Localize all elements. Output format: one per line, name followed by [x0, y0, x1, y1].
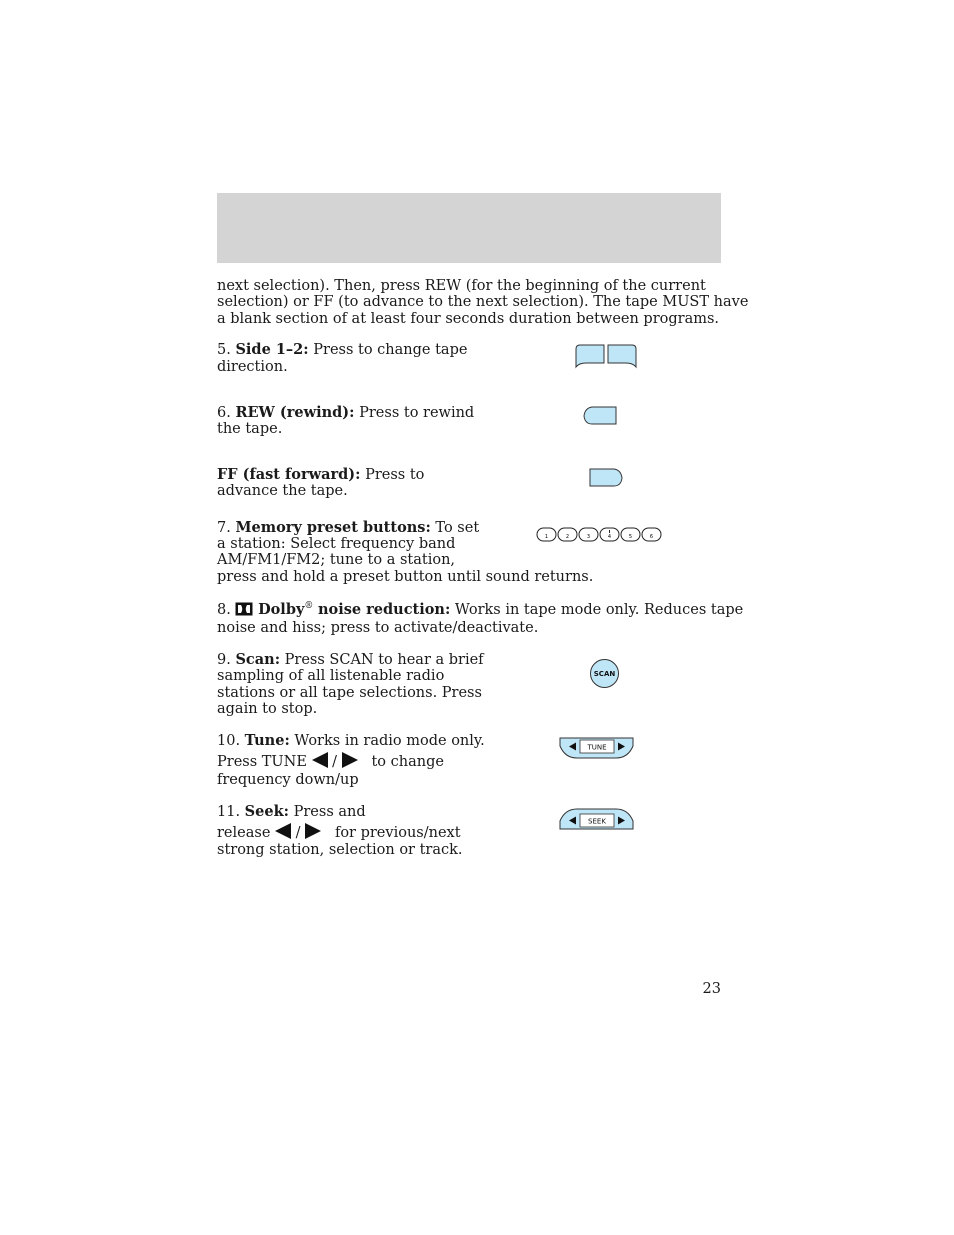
preset-6-label: 6: [649, 534, 654, 540]
left-arrow-icon: [312, 752, 328, 768]
item-tune-line-2: Press TUNE / to change: [217, 754, 444, 770]
scan-label: SCAN: [593, 670, 616, 678]
item-seek-line-2: release / for previous/next: [217, 825, 461, 841]
item-rew-line-1: 6. REW (rewind): Press to rewind: [217, 404, 475, 421]
right-arrow-icon: [305, 823, 321, 839]
item-side-line-2: direction.: [217, 359, 288, 375]
preset-4-label: 4: [607, 534, 612, 540]
preset-1-label: 1: [544, 534, 549, 540]
intro-line-1: next selection). Then, press REW (for the beginning of the current: [217, 278, 706, 294]
preset-buttons-icon: [536, 526, 666, 544]
item-preset-line-2: a station: Select frequency band: [217, 536, 456, 552]
dolby-icon: [235, 602, 253, 616]
right-arrow-icon: [342, 752, 358, 768]
item-scan-line-1: 9. Scan: Press SCAN to hear a brief: [217, 651, 484, 668]
item-preset-line-1: 7. Memory preset buttons: To set: [217, 519, 480, 536]
preset-5-label: 5: [628, 534, 633, 540]
intro-line-3: a blank section of at least four seconds duration between programs.: [217, 311, 720, 327]
seek-button-icon: [558, 807, 636, 832]
item-tune-line-3: frequency down/up: [217, 772, 359, 788]
header-band: [217, 193, 721, 263]
item-scan-line-2: sampling of all listenable radio: [217, 668, 445, 684]
item-ff-line-2: advance the tape.: [217, 483, 348, 499]
seek-label: SEEK: [588, 817, 606, 826]
tune-label: TUNE: [587, 743, 607, 752]
page-number: 23: [702, 981, 721, 997]
item-seek-line-1: 11. Seek: Press and: [217, 803, 366, 820]
scan-button-icon: [589, 658, 621, 690]
tune-button-icon: [558, 736, 636, 761]
left-arrow-icon: [275, 823, 291, 839]
item-tune-line-1: 10. Tune: Works in radio mode only.: [217, 732, 485, 749]
preset-3-label: 3: [586, 534, 591, 540]
item-ff-line-1: FF (fast forward): Press to: [217, 466, 425, 483]
item-preset-line-3: AM/FM1/FM2; tune to a station,: [217, 552, 456, 568]
item-scan-line-4: again to stop.: [217, 701, 318, 717]
item-dolby-line-2: noise and hiss; press to activate/deactivate.: [217, 620, 539, 636]
item-preset-line-4: press and hold a preset button until sound returns.: [217, 569, 594, 585]
item-dolby-line-1: 8. Dolby® noise reduction: Works in tape mode only. Reduces tape: [217, 601, 744, 618]
item-scan-line-3: stations or all tape selections. Press: [217, 685, 482, 701]
preset-2-label: 2: [565, 534, 570, 540]
item-side-line-1: 5. Side 1–2: Press to change tape: [217, 341, 468, 358]
intro-line-2: selection) or FF (to advance to the next selection). The tape MUST have: [217, 294, 749, 310]
side-button-icon: [574, 343, 640, 369]
item-seek-line-3: strong station, selection or track.: [217, 842, 463, 858]
item-rew-line-2: the tape.: [217, 421, 283, 437]
rewind-button-icon: [582, 405, 620, 427]
fast-forward-button-icon: [588, 467, 626, 489]
